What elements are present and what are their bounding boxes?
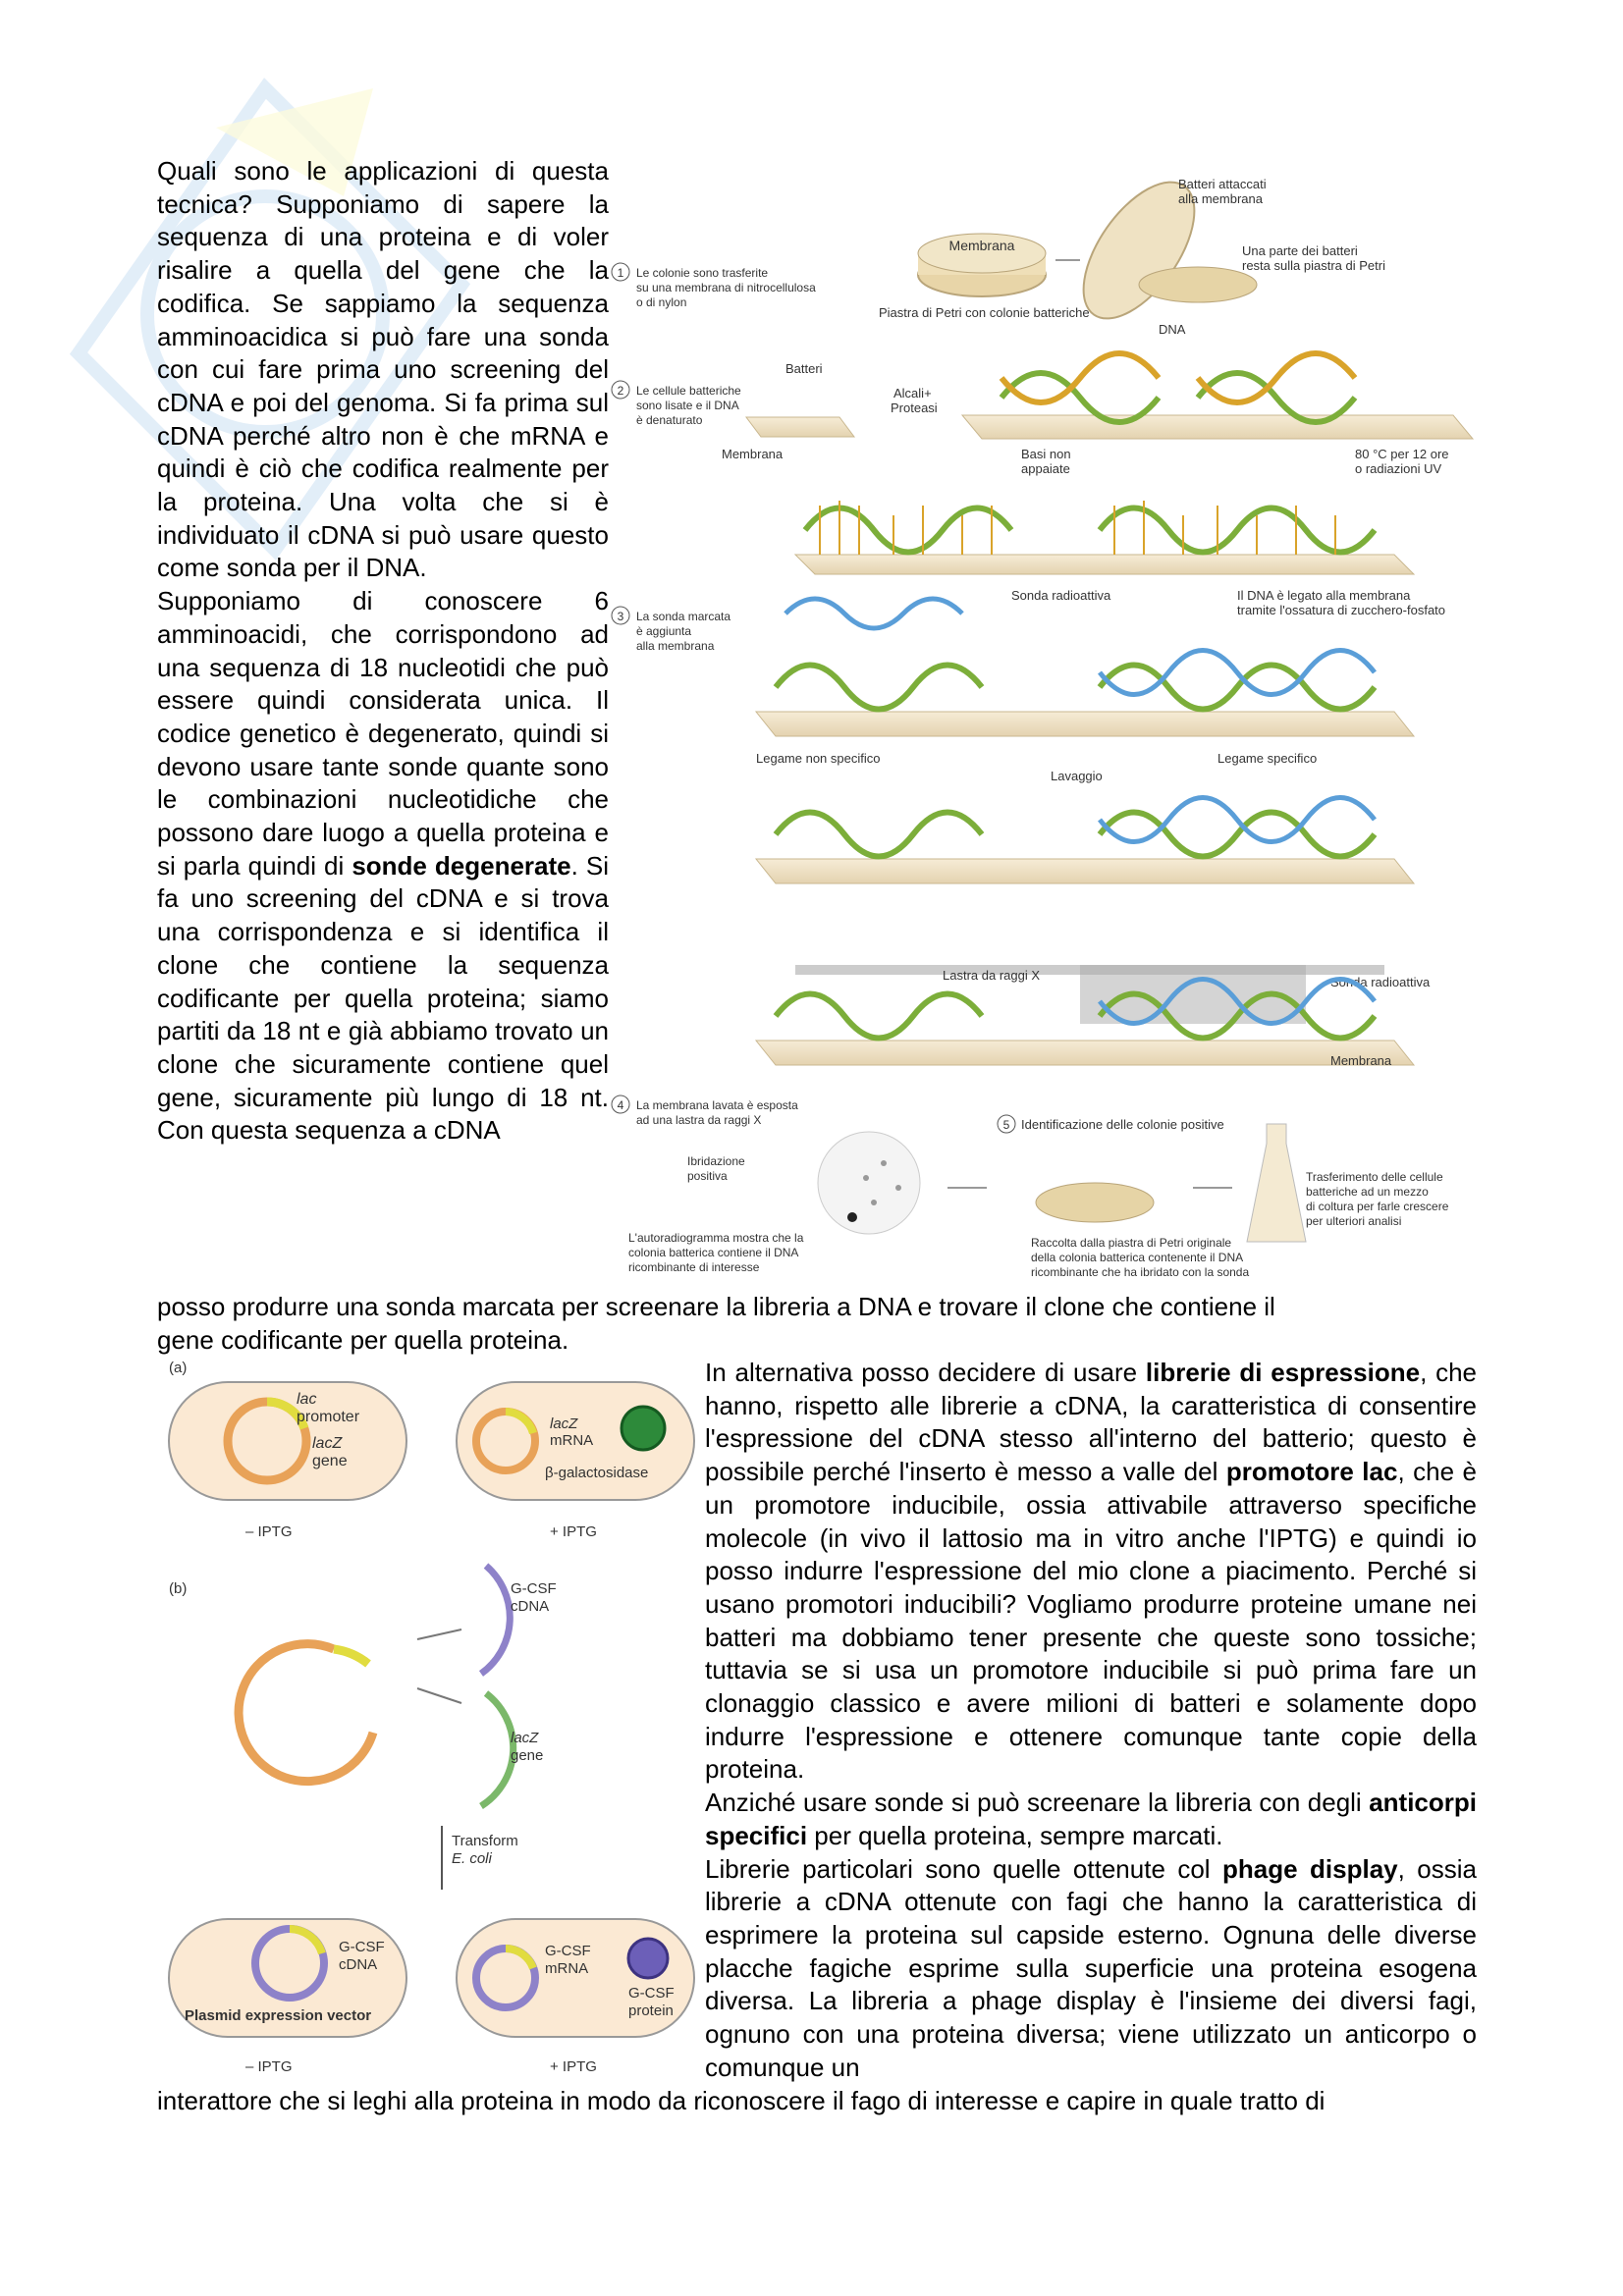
para-phage-a: Librerie particolari sono quelle ottenute col <box>705 1853 1223 1884</box>
step-2-number: 2 <box>617 384 624 398</box>
right-column-text <box>705 1357 1477 2084</box>
trasf-line1: Trasferimento delle cellule <box>1306 1170 1443 1184</box>
cell-minus-iptg <box>169 1382 406 1500</box>
membrane-platform-2 <box>795 555 1414 574</box>
step1-line1: Le colonie sono trasferite <box>636 266 769 280</box>
left-column-text <box>157 155 609 1148</box>
label-membrana-2: Membrana <box>722 447 784 461</box>
label-basi-1: Basi non <box>1021 447 1071 461</box>
step3-line3: alla membrana <box>636 639 715 653</box>
membrane-platform-3 <box>756 712 1414 736</box>
para-phage-c: , ossia librerie a cDNA ottenute con fagi che hanno la caratteristica di esprimere la proteina sul capside esterno. Ognuna delle diverse placche fagiche esprime sulla superficie una proteina esogena diversa. La libreria a phage display è l'insieme dei diversi fagi, ognuno con una proteina diversa; viene utilizzato un anticorpo o comunque un <box>705 1853 1477 2082</box>
step4-line2: ad una lastra da raggi X <box>636 1113 762 1127</box>
label-minus-iptg: – IPTG <box>245 1523 293 1540</box>
step2-line2: sono lisate e il DNA <box>636 399 739 412</box>
bold-promotore-lac: promotore lac <box>1225 1457 1398 1487</box>
cell-vector-plus-iptg <box>457 1919 694 2037</box>
label-lac: lac <box>297 1391 317 1408</box>
panel-b-label: (b) <box>169 1580 188 1597</box>
membrane-platform-4 <box>756 859 1414 883</box>
label-legato-2: tramite l'ossatura di zucchero-fosfato <box>1237 603 1446 617</box>
protein-blob-icon <box>622 1407 665 1450</box>
trasf-line2: batteriche ad un mezzo <box>1306 1185 1429 1199</box>
label-alcali: Alcali+ <box>893 386 932 400</box>
label-legame-specifico: Legame specifico <box>1217 751 1318 766</box>
autorad-line1: L'autoradiogramma mostra che la <box>628 1231 804 1245</box>
raccolta-line1: Raccolta dalla piastra di Petri originale <box>1031 1236 1232 1250</box>
label-membrana: Membrana <box>948 238 1015 253</box>
para-antibody-c: per quella proteina, sempre marcati. <box>807 1820 1223 1850</box>
label-plus-iptg-2: + IPTG <box>550 2058 597 2075</box>
step3-line2: è aggiunta <box>636 624 692 638</box>
label-plus-iptg: + IPTG <box>550 1523 597 1540</box>
label-cdna: cDNA <box>511 1598 550 1615</box>
raccolta-line2: della colonia batterica contenente il DNA <box>1031 1251 1244 1264</box>
label-gene-2: gene <box>511 1747 544 1764</box>
step-1-number: 1 <box>617 266 624 280</box>
label-dna: DNA <box>1159 322 1186 337</box>
label-lacz: lacZ <box>312 1435 343 1452</box>
label-gene: gene <box>312 1453 348 1469</box>
label-gcsf-4: G-CSF <box>628 1985 675 2002</box>
membrane-platform-1 <box>962 415 1473 439</box>
label-sonda-radioattiva: Sonda radioattiva <box>1011 588 1111 603</box>
step1-line3: o di nylon <box>636 295 687 309</box>
label-ibridazione-1: Ibridazione <box>687 1154 745 1168</box>
flask-icon <box>1247 1124 1306 1242</box>
label-gcsf: G-CSF <box>511 1580 557 1597</box>
label-batteri-attaccati-1: Batteri attaccati <box>1178 177 1267 191</box>
paragraph-degenerate-start: Supponiamo di conoscere 6 amminoacidi, che corrispondono ad una sequenza di 18 nucleotidi che può essere quindi considerata unica. Il codice genetico è degenerato, quindi si devono usare tante sonde quante sono le combinazioni nucleotidiche che possono dare luogo a quella proteina e si parla quindi di <box>157 586 609 881</box>
label-batteri-attaccati-2: alla membrana <box>1178 191 1263 206</box>
autoradiogram-icon <box>818 1132 920 1234</box>
label-piastra: Piastra di Petri con colonie batteriche <box>879 305 1090 320</box>
step2-line3: è denaturato <box>636 413 703 427</box>
last-line: interattore che si leghi alla proteina in modo da riconoscere il fago di interesse e capire in quale tratto di <box>157 2086 1325 2115</box>
step-4-number: 4 <box>617 1098 624 1112</box>
para-expression-d: , che è un promotore inducibile, ossia attivabile attraverso specifiche molecole (in vivo il lattosio ma in vitro anche l'IPTG) e quindi io posso indurre l'espressione del mio clone a piacimento. Perché si usano promotori inducibili? Vogliamo produrre proteine umane nei batteri ma dobbiamo tener presente che queste sono tossiche; tuttavia se si usa un promotore inducibile si può prima fare un clonaggio classico e avere milioni di batteri e solamente dopo indurre l'espressione e ottenere comunque tante copie della proteina. <box>705 1457 1477 1785</box>
autorad-line3: ricombinante di interesse <box>628 1260 760 1274</box>
step-3-number: 3 <box>617 610 624 623</box>
probe-strand <box>785 599 962 628</box>
autorad-line2: colonia batterica contiene il DNA <box>628 1246 799 1259</box>
label-proteasi: Proteasi <box>891 400 938 415</box>
label-beta-galactosidase: β-galactosidase <box>545 1465 649 1481</box>
label-lavaggio: Lavaggio <box>1051 769 1103 783</box>
paragraph-degenerate-rest: . Si fa uno screening del cDNA e si trova una corrispondenza e si identifica il clone che contiene la sequenza codificante per quella proteina; siamo partiti da 18 nt e già abbiamo trovato un clone che sicuramente contiene quel gene, sicuramente più lungo di 18 nt. Con questa sequenza a cDNA <box>157 850 609 1146</box>
label-ibridazione-2: positiva <box>687 1169 728 1183</box>
step-5-number: 5 <box>1002 1118 1010 1132</box>
panel-a-label: (a) <box>169 1360 188 1376</box>
label-transform: Transform <box>452 1833 518 1849</box>
step3-line1: La sonda marcata <box>636 610 731 623</box>
label-cdna-2: cDNA <box>339 1956 378 1973</box>
label-parte-batteri-1: Una parte dei batteri <box>1242 243 1358 258</box>
colony-hybridization-figure <box>609 152 1483 1291</box>
bold-sonde-degenerate: sonde degenerate <box>352 850 571 881</box>
gcsf-protein-icon <box>628 1939 668 1978</box>
label-ecoli: E. coli <box>452 1850 492 1867</box>
label-mrna-2: mRNA <box>545 1960 589 1977</box>
bold-phage-display: phage display <box>1222 1853 1398 1884</box>
label-basi-2: appaiate <box>1021 461 1070 476</box>
trasf-line4: per ulteriori analisi <box>1306 1214 1402 1228</box>
label-membrana-3: Membrana <box>1330 1053 1392 1068</box>
label-promoter: promoter <box>297 1409 360 1425</box>
step1-line2: su una membrana di nitrocellulosa <box>636 281 816 294</box>
label-lacz-3: lacZ <box>511 1730 539 1746</box>
para-antibody-a: Anziché usare sonde si può screenare la libreria con degli <box>705 1788 1370 1818</box>
label-sonda-radioattiva-2: Sonda radioattiva <box>1330 975 1431 989</box>
para-expression-c: , che hanno, rispetto alle librerie a cDNA, la caratteristica di consentire l'espressione del cDNA stesso all'interno del batterio; questo è possibile perché l'inserto è messo a valle del <box>705 1358 1478 1487</box>
step4-line1: La membrana lavata è esposta <box>636 1098 798 1112</box>
bold-librerie-espressione: librerie di espressione <box>1145 1358 1421 1387</box>
label-parte-batteri-2: resta sulla piastra di Petri <box>1242 258 1385 273</box>
open-plasmid <box>239 1644 373 1782</box>
step2-line1: Le cellule batteriche <box>636 384 741 398</box>
membrane-platform-5 <box>756 1041 1414 1065</box>
para-expression-a: In alternativa posso decidere di usare <box>705 1358 1146 1387</box>
label-protein: protein <box>628 2002 674 2019</box>
label-lacz-2: lacZ <box>550 1415 578 1432</box>
label-legato-1: Il DNA è legato alla membrana <box>1237 588 1411 603</box>
label-minus-iptg-2: – IPTG <box>245 2058 293 2075</box>
bold-anticorpi: anticorpi specifici <box>705 1788 1477 1850</box>
label-heat-2: o radiazioni UV <box>1355 461 1442 476</box>
label-heat-1: 80 °C per 12 ore <box>1355 447 1449 461</box>
paragraph-applications: Quali sono le applicazioni di questa tecnica? Supponiamo di sapere la sequenza di una proteina e di voler risalire a quella del gene che la codifica. Se sappiamo la sequenza amminoacidica si può fare una sonda con cui fare prima uno screening del cDNA e poi del genoma. Si fa prima sul cDNA perché altro non è che mRNA e quindi è ciò che codifica realmente per la proteina. Una volta che si è individuato il cDNA si può usare questo come sonda per il DNA. <box>157 156 609 583</box>
label-gcsf-2: G-CSF <box>339 1939 385 1955</box>
label-batteri: Batteri <box>785 361 823 376</box>
gcsf-cdna-fragment <box>481 1566 510 1674</box>
fullwidth-line-2: gene codificante per quella proteina. <box>157 1325 569 1355</box>
label-plasmid-vector: Plasmid expression vector <box>185 2007 372 2024</box>
lacz-gene-fragment <box>481 1693 514 1806</box>
label-mrna: mRNA <box>550 1432 594 1449</box>
expression-vector-figure <box>157 1355 707 2091</box>
raccolta-line3: ricombinante che ha ibridato con la sonda <box>1031 1265 1250 1279</box>
trasf-line3: di coltura per farle crescere <box>1306 1200 1449 1213</box>
fullwidth-line-1: posso produrre una sonda marcata per screenare la libreria a DNA e trovare il clone che contiene il <box>157 1292 1275 1321</box>
label-legame-non-specifico: Legame non specifico <box>756 751 881 766</box>
label-lastra: Lastra da raggi X <box>943 968 1041 983</box>
petri-dish-2 <box>1036 1183 1154 1222</box>
step5-line1: Identificazione delle colonie positive <box>1021 1117 1224 1132</box>
label-gcsf-3: G-CSF <box>545 1943 591 1959</box>
